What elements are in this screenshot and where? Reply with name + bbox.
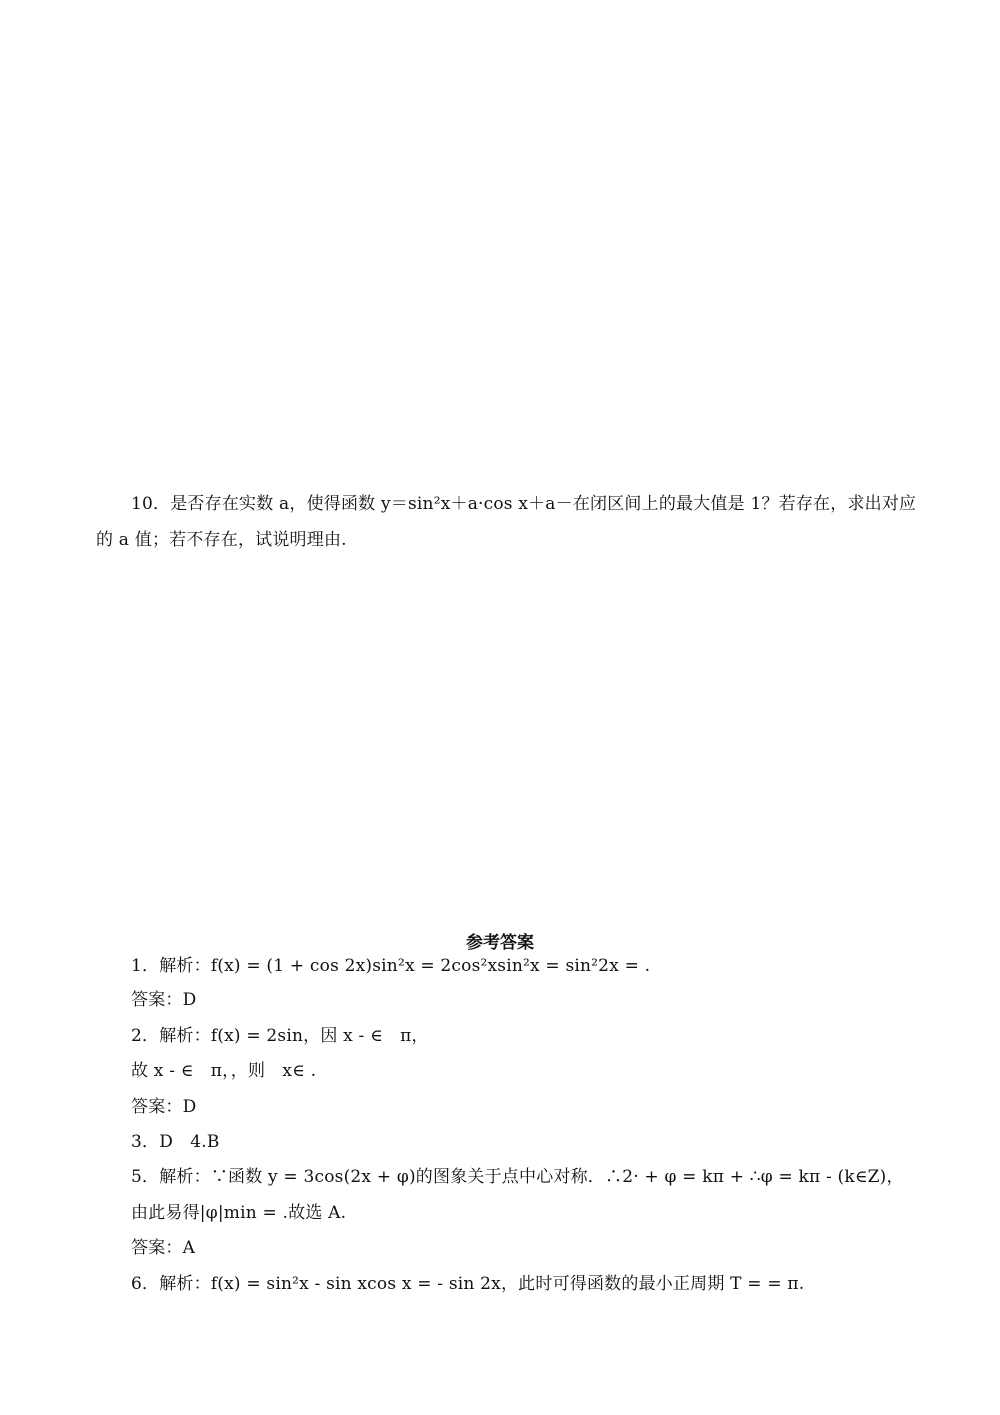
answer-line-3: 2．解析：f(x) = 2sin，因 x - ∈ π， <box>131 1026 429 1046</box>
answer-line-9: 答案：A <box>131 1238 196 1258</box>
answer-line-8: 由此易得|φ|min = .故选 A. <box>131 1203 347 1223</box>
answer-line-5: 答案：D <box>131 1097 197 1117</box>
answer-line-10: 6．解析：f(x) = sin²x - sin xcos x = - sin 2x，此时可得函数的最小正周期 T = = π. <box>131 1274 805 1294</box>
answer-line-2: 答案：D <box>131 990 197 1010</box>
answer-line-7: 5．解析：∵函数 y = 3cos(2x + φ)的图象关于点中心对称．∴2· + φ = kπ + ∴φ = kπ - (k∈Z)， <box>131 1167 904 1187</box>
answer-line-4: 故 x - ∈ π，，则 x∈ . <box>131 1061 317 1081</box>
question-10-line-2: 的 a 值；若不存在，试说明理由. <box>96 530 347 550</box>
question-10-line-1: 10．是否存在实数 a，使得函数 y＝sin²x＋a·cos x＋a－在闭区间上的最大值是 1？若存在，求出对应 <box>131 494 917 514</box>
answers-title: 参考答案 <box>466 933 534 953</box>
answer-line-1: 1．解析：f(x) = (1 + cos 2x)sin²x = 2cos²xsin²x = sin²2x = . <box>131 956 651 976</box>
answer-line-6: 3．D 4.B <box>131 1132 220 1152</box>
